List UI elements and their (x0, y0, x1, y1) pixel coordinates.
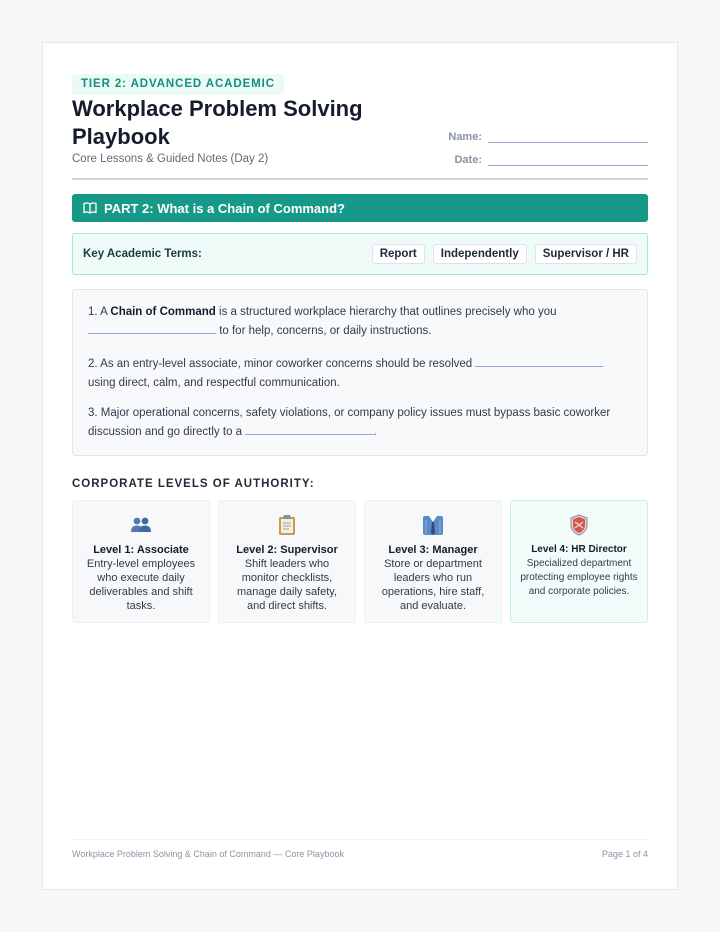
manager-icon (422, 514, 444, 536)
term-chip: Independently (433, 244, 527, 264)
book-icon (83, 202, 97, 214)
tier-badge: TIER 2: ADVANCED ACADEMIC (72, 74, 284, 95)
shield-icon (570, 514, 588, 536)
key-terms-box (72, 233, 648, 275)
level-desc: Shift leaders who monitor checklists, manage daily safety, and direct shifts. (236, 558, 338, 612)
level-title: Level 3: Manager (388, 544, 478, 556)
note-item-1: 1. A Chain of Command is a structured workplace hierarchy that outlines precisely who you to for help, concerns, or daily instructions. (88, 306, 557, 337)
date-label: Date: (454, 154, 482, 166)
date-field[interactable] (432, 152, 648, 166)
level-card (218, 500, 356, 623)
level-card (364, 500, 502, 623)
worksheet-page (42, 42, 678, 890)
levels-heading: CORPORATE LEVELS OF AUTHORITY: (72, 478, 315, 490)
term-chip: Report (372, 244, 425, 264)
date-input-line[interactable] (488, 152, 648, 166)
footer-title: Workplace Problem Solving & Chain of Command — Core Playbook (72, 849, 344, 859)
term-chip: Supervisor / HR (535, 244, 637, 264)
level-title: Level 4: HR Director (531, 544, 627, 555)
level-card (510, 500, 648, 623)
fill-in-blank[interactable] (88, 322, 216, 334)
level-desc: Entry-level employees who execute daily deliverables and shift tasks. (86, 558, 196, 612)
note-item-2: 2. As an entry-level associate, minor coworker concerns should be resolved using direct, calm, and respectful communication. (88, 355, 632, 393)
level-card (72, 500, 210, 623)
guided-notes-box (72, 289, 648, 456)
clipboard-icon (278, 514, 296, 536)
page-number: Page 1 of 4 (601, 849, 648, 859)
name-field[interactable] (432, 129, 648, 143)
levels-cards (72, 500, 648, 623)
note-item-3: 3. Major operational concerns, safety violations, or company policy issues must bypass basic coworker discussion and go directly to a . (88, 407, 611, 438)
footer-divider (72, 839, 648, 840)
level-title: Level 1: Associate (93, 544, 189, 556)
header-divider (72, 178, 648, 180)
page-subtitle: Core Lessons & Guided Notes (Day 2) (72, 153, 269, 165)
name-label: Name: (448, 131, 482, 143)
fill-in-blank[interactable] (475, 355, 603, 367)
page-title: Workplace Problem Solving Playbook (72, 96, 363, 149)
key-terms-label: Key Academic Terms: (83, 248, 202, 260)
section-banner-text: PART 2: What is a Chain of Command? (104, 200, 345, 216)
section-banner (72, 194, 648, 222)
level-desc: Specialized department protecting employee rights and corporate policies. (520, 558, 638, 597)
fill-in-blank[interactable] (245, 423, 373, 435)
people-icon (130, 516, 152, 534)
level-title: Level 2: Supervisor (236, 544, 338, 556)
level-desc: Store or department leaders who run operations, hire staff, and evaluate. (381, 558, 485, 612)
name-input-line[interactable] (488, 129, 648, 143)
note-term: Chain of Command (110, 306, 216, 318)
